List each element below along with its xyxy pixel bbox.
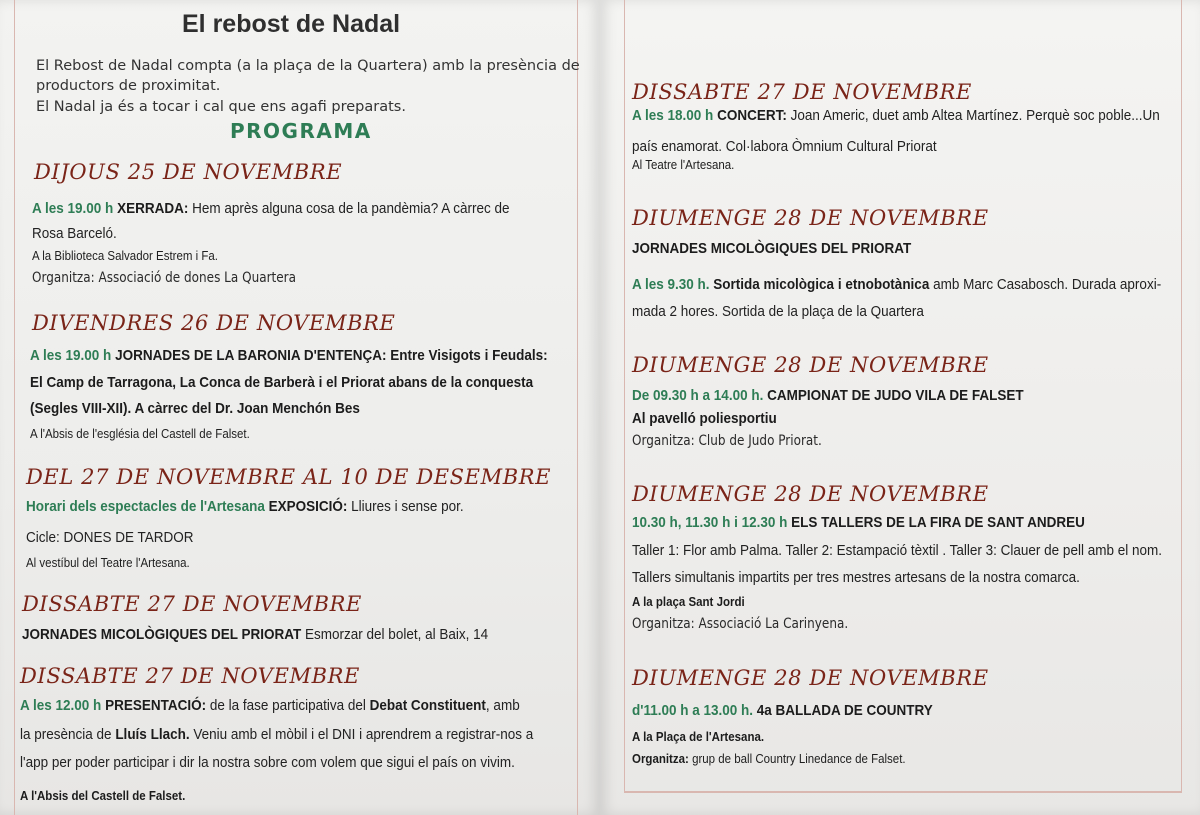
event-text-bold: Debat Constituent	[369, 697, 486, 714]
event-organizer: Organitza: Club de Judo Priorat.	[632, 433, 822, 449]
event-organizer	[632, 753, 906, 766]
event-place: A la Biblioteca Salvador Estrem i Fa.	[32, 249, 219, 263]
event-kind: JORNADES DE LA BARONIA D'ENTENÇA:	[115, 347, 387, 364]
event-text: Entre Visigots i Feudals:	[386, 347, 548, 364]
intro-line-3: El Nadal ja és a tocar i cal que ens agafi preparats.	[36, 99, 406, 115]
event-text: Rosa Barceló.	[32, 225, 117, 242]
event-kind: PRESENTACIÓ:	[105, 697, 207, 714]
event-date: DEL 27 DE NOVEMBRE AL 10 DE DESEMBRE	[26, 465, 552, 489]
event-kind: CAMPIONAT DE JUDO VILA DE FALSET	[767, 387, 1024, 404]
event-text: Esmorzar del bolet, al Baix, 14	[301, 626, 489, 643]
event-text: (Segles VIII-XII). A càrrec del Dr. Joan Menchón Bes	[30, 400, 360, 417]
event-kind: XERRADA:	[117, 200, 189, 217]
event-heading: JORNADES MICOLÒGIQUES DEL PRIORAT	[632, 240, 912, 257]
event-date: DIVENDRES 26 DE NOVEMBRE	[32, 311, 396, 335]
event-time: De 09.30 h a 14.00 h.	[632, 387, 764, 404]
event-text: Veniu amb el mòbil i el DNI i aprendrem a registrar-nos a	[189, 726, 534, 743]
event-kind: CONCERT:	[717, 107, 787, 124]
event-date: DIUMENGE 28 DE NOVEMBRE	[632, 353, 989, 377]
event-line	[22, 627, 488, 642]
event-place: Al pavelló poliesportiu	[632, 410, 777, 427]
event-text: mada 2 hores. Sortida de la plaça de la Quartera	[632, 303, 924, 320]
event-time: A les 19.00 h	[32, 200, 114, 217]
event-text: la presència de	[20, 726, 116, 743]
organizer-label: Organitza:	[632, 752, 689, 766]
event-text: amb Marc Casabosch. Durada aproxi-	[929, 276, 1162, 293]
event-time: 10.30 h, 11.30 h i 12.30 h	[632, 514, 788, 531]
event-text: Taller 1: Flor amb Palma. Taller 2: Estampació tèxtil . Taller 3: Clauer de pell amb el nom.	[632, 542, 1162, 559]
event-place: A l'Absis de l'església del Castell de Falset.	[30, 427, 250, 441]
event-time: A les 12.00 h	[20, 697, 102, 714]
event-text: El Camp de Tarragona, La Conca de Barberà i el Priorat abans de la conquesta	[30, 374, 534, 391]
event-line	[32, 201, 510, 216]
event-text-bold: Lluís Llach.	[115, 726, 190, 743]
event-place: Al vestíbul del Teatre l'Artesana.	[26, 556, 190, 570]
event-date: DISSABTE 27 DE NOVEMBRE	[22, 592, 362, 616]
organizer-text: grup de ball Country Linedance de Falset.	[688, 752, 906, 766]
event-text: Joan Americ, duet amb Altea Martínez. Perquè soc poble...Un	[786, 107, 1160, 124]
event-date: DIUMENGE 28 DE NOVEMBRE	[632, 666, 989, 690]
event-time: A les 18.00 h	[632, 107, 714, 124]
event-text: , amb	[485, 697, 520, 714]
event-text: de la fase participativa del	[206, 697, 370, 714]
intro-line-1: El Rebost de Nadal compta (a la plaça de la Quartera) amb la presència de	[36, 58, 580, 74]
event-line	[20, 727, 533, 742]
event-line	[632, 388, 1024, 403]
event-kind: Sortida micològica i etnobotànica	[713, 276, 930, 293]
event-date: DIUMENGE 28 DE NOVEMBRE	[632, 206, 989, 230]
event-line	[20, 698, 520, 713]
event-place: Al Teatre l'Artesana.	[632, 158, 735, 172]
event-text: l'app per poder participar i dir la nostra sobre com volem que sigui el país on vivim.	[20, 754, 515, 771]
event-time: A les 9.30 h.	[632, 276, 710, 293]
page-title: El rebost de Nadal	[182, 10, 401, 38]
event-time: A les 19.00 h	[30, 347, 112, 364]
event-kind: 4a BALLADA DE COUNTRY	[756, 702, 933, 719]
event-text: país enamorat. Col·labora Òmnium Cultural Priorat	[632, 138, 937, 155]
event-organizer: Organitza: Associació La Carinyena.	[632, 616, 849, 632]
event-date: DISSABTE 27 DE NOVEMBRE	[20, 664, 360, 688]
event-time: Horari dels espectacles de l'Artesana	[26, 498, 265, 515]
event-date: DIJOUS 25 DE NOVEMBRE	[34, 160, 343, 184]
event-kind: ELS TALLERS DE LA FIRA DE SANT ANDREU	[791, 514, 1085, 531]
event-time: d'11.00 h a 13.00 h.	[632, 702, 754, 719]
programa-heading: PROGRAMA	[230, 119, 372, 143]
event-text: Lliures i sense por.	[347, 498, 464, 515]
event-kind: JORNADES MICOLÒGIQUES DEL PRIORAT	[22, 626, 302, 643]
event-kind: EXPOSICIÓ:	[268, 498, 348, 515]
event-line	[632, 703, 933, 718]
event-text: Tallers simultanis impartits per tres mestres artesans de la nostra comarca.	[632, 569, 1080, 586]
event-organizer: Organitza: Associació de dones La Quartera	[32, 270, 296, 286]
event-place: A la plaça Sant Jordi	[632, 595, 745, 609]
event-line	[632, 277, 1161, 292]
event-place: A la Plaça de l'Artesana.	[632, 730, 765, 744]
event-text: Hem après alguna cosa de la pandèmia? A càrrec de	[188, 200, 510, 217]
intro-line-2: productors de proximitat.	[36, 78, 221, 94]
event-place: A l'Absis del Castell de Falset.	[20, 789, 186, 803]
event-line	[632, 108, 1160, 123]
event-line	[30, 348, 548, 363]
right-page	[600, 0, 1200, 815]
event-line	[632, 515, 1085, 530]
event-text: Cicle: DONES DE TARDOR	[26, 529, 194, 546]
event-date: DIUMENGE 28 DE NOVEMBRE	[632, 482, 989, 506]
event-date: DISSABTE 27 DE NOVEMBRE	[632, 80, 972, 104]
event-line	[26, 499, 464, 514]
